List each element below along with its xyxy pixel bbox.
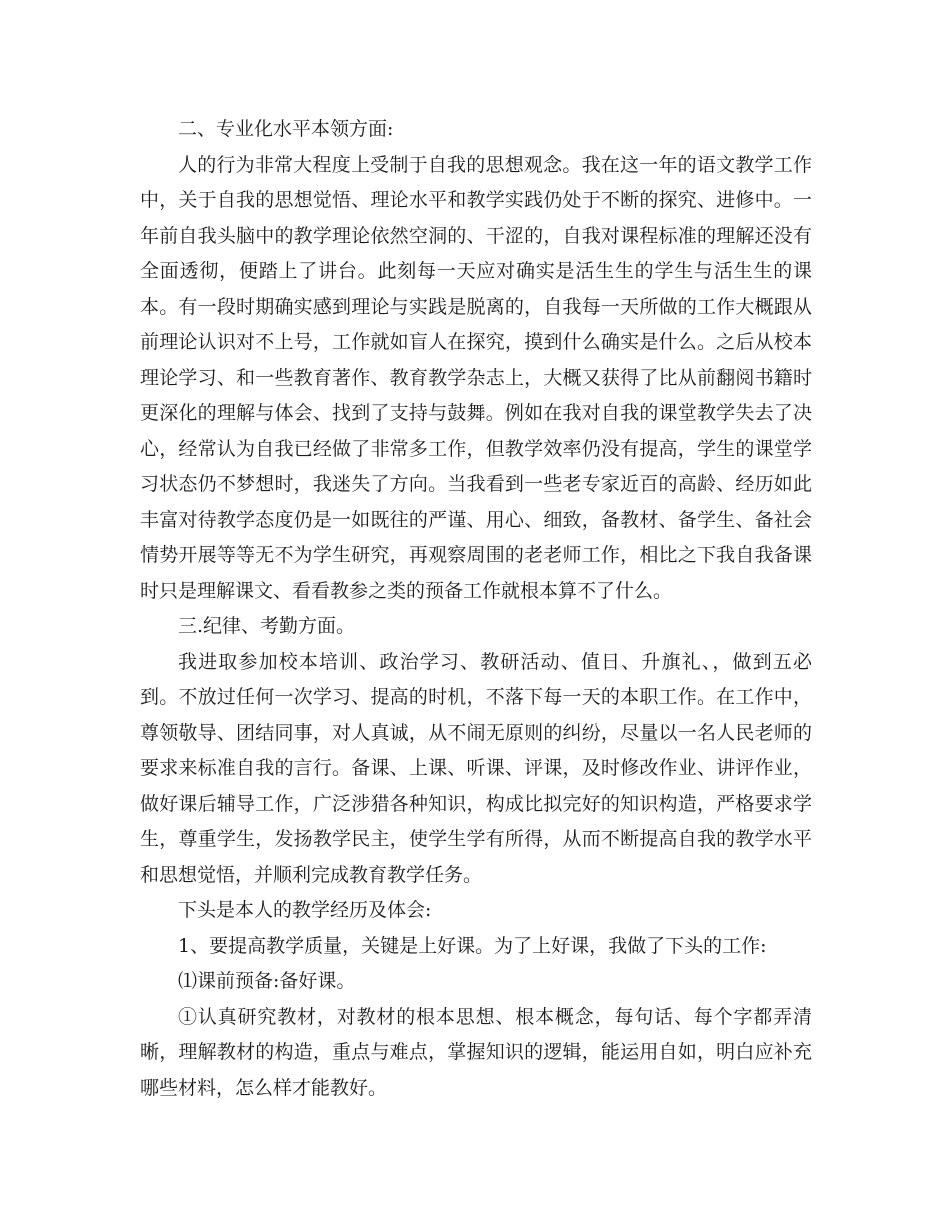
paragraph-experience-intro: 下头是本人的教学经历及体会: [178, 899, 432, 921]
paragraph-professional-skills: 人的行为非常大程度上受制于自我的思想观念。我在这一年的语文教学工作中，关于自我的思想觉悟、理论水平和教学实践仍处于不断的探究、进修中。一年前自我头脑中的教学理论依然空洞的、干涩的，自我对课程标准的理解还没有全面透彻，便踏上了讲台。此刻每一天应对确实是活生生的学生与活生生的课本。有一段时期确实感到理论与实践是脱离的，自我每一天所做的工作大概跟从前理论认识对不上号，工作就如盲人在探究，摸到什么确实是什么。之后从校本理论学习、和一些教育著作、教育教学杂志上，大概又获得了比从前翻阅书籍时更深化的理解与体会、找到了支持与鼓舞。例如在我对自我的课堂教学失去了决心，经常认为自我已经做了非常多工作，但教学效率仍没有提高，学生的课堂学习状态仍不梦想时，我迷失了方向。当我看到一些老专家近百的高龄、经历如此丰富对待教学态度仍是一如既往的严谨、用心、细致，备教材、备学生、备社会情势开展等等无不为学生研究，再观察周围的老老师工作，相比之下我自我备课时只是理解课文、看看教参之类的预备工作就根本算不了什么。 [140, 153, 812, 602]
section-heading-discipline-attendance: 三.纪律、考勤方面。 [178, 615, 356, 637]
section-heading-professional-skills: 二、专业化水平本领方面: [178, 118, 394, 140]
list-subitem-1-1-a: ①认真研究教材，对教材的根本思想、根本概念，每句话、每个字都弄清晰，理解教材的构造，重点与难点，掌握知识的逻辑，能运用自如，明白应补充哪些材料，怎么样才能教好。 [140, 1005, 812, 1099]
paragraph-discipline-attendance: 我进取参加校本培训、政治学习、教研活动、值日、升旗礼、，做到五必到。不放过任何一次学习、提高的时机，不落下每一天的本职工作。在工作中，尊领敬导、团结同事，对人真诚，从不闹无原则的纠纷，尽量以一名人民老师的要求来标准自我的言行。备课、上课、听课、评课，及时修改作业、讲评作业，做好课后辅导工作，广泛涉猎各种知识，构成比拟完好的知识构造，严格要求学生，尊重学生，发扬教学民主，使学生学有所得，从而不断提高自我的教学水平和思想觉悟，并顺利完成教育教学任务。 [140, 650, 812, 886]
list-item-1: 1、要提高教学质量，关键是上好课。为了上好课，我做了下头的工作: [178, 934, 767, 957]
document-body [140, 112, 812, 1106]
list-subitem-1-1: ⑴课前预备:备好课。 [178, 970, 356, 992]
